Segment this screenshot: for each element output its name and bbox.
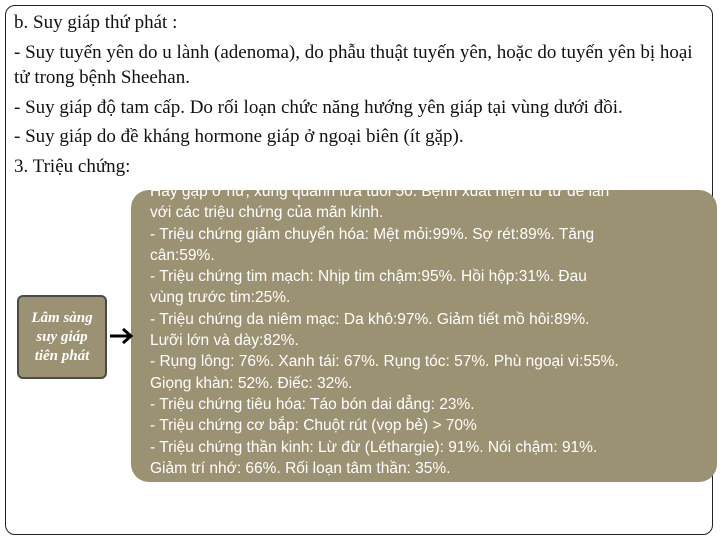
heading-symptoms: 3. Triệu chứng: — [14, 155, 131, 177]
symptom-line: Giọng khàn: 52%. Điếc: 32%. — [150, 374, 353, 392]
symptom-line: - Triệu chứng giảm chuyển hóa: Mệt mỏi:99%. Sợ rét:89%. Tăng — [150, 225, 595, 243]
label-line: tiên phát — [34, 347, 90, 364]
main-text — [14, 10, 709, 179]
symptom-line: cân:59%. — [150, 246, 215, 264]
symptom-line: - Triệu chứng thần kinh: Lừ đừ (Léthargie): 91%. Nói chậm: 91%. — [150, 438, 598, 456]
symptom-line: - Triệu chứng tiêu hóa: Táo bón dai dẳng: 23%. — [150, 395, 475, 413]
symptom-line: - Triệu chứng cơ bắp: Chuột rút (vọp bẻ) > 70% — [150, 417, 477, 435]
symptom-line: vùng trước tim:25%. — [150, 289, 291, 307]
clinical-label-box — [17, 295, 107, 379]
cause-pituitary: - Suy tuyến yên do u lành (adenoma), do phẫu thuật tuyến yên, hoặc do tuyến yên bị hoại tử trong bệnh Sheehan. — [14, 41, 693, 88]
symptom-line: Hay gặp ở nữ, xung quanh lứa tuổi 50. Bệnh xuất hiện từ từ dễ lần — [150, 183, 610, 200]
label-line: Lâm sàng — [31, 309, 93, 326]
symptom-line: với các triệu chứng của mãn kinh. — [150, 204, 384, 222]
heading-secondary-hypothyroid: b. Suy giáp thứ phát : — [14, 12, 178, 33]
symptom-line: - Rụng lông: 76%. Xanh tái: 67%. Rụng tóc: 57%. Phù ngoại vi:55%. — [150, 353, 619, 371]
label-line: suy giáp — [36, 328, 88, 345]
symptom-line: - Triệu chứng da niêm mạc: Da khô:97%. Giảm tiết mồ hôi:89%. — [150, 310, 590, 328]
arrow-right-icon — [109, 326, 135, 346]
cause-hormone-resistance: - Suy giáp do đề kháng hormone giáp ở ngoại biên (ít gặp). — [14, 126, 464, 147]
symptom-list — [150, 181, 710, 479]
symptom-line: Giảm trí nhớ: 66%. Rối loạn tâm thần: 35%. — [150, 459, 451, 477]
symptom-line: - Triệu chứng tim mạch: Nhịp tim chậm:95%. Hồi hộp:31%. Đau — [150, 268, 587, 286]
cause-tertiary: - Suy giáp độ tam cấp. Do rối loạn chức năng hướng yên giáp tại vùng dưới đồi. — [14, 96, 623, 118]
symptom-line: Lưỡi lớn và dày:82%. — [150, 332, 299, 350]
